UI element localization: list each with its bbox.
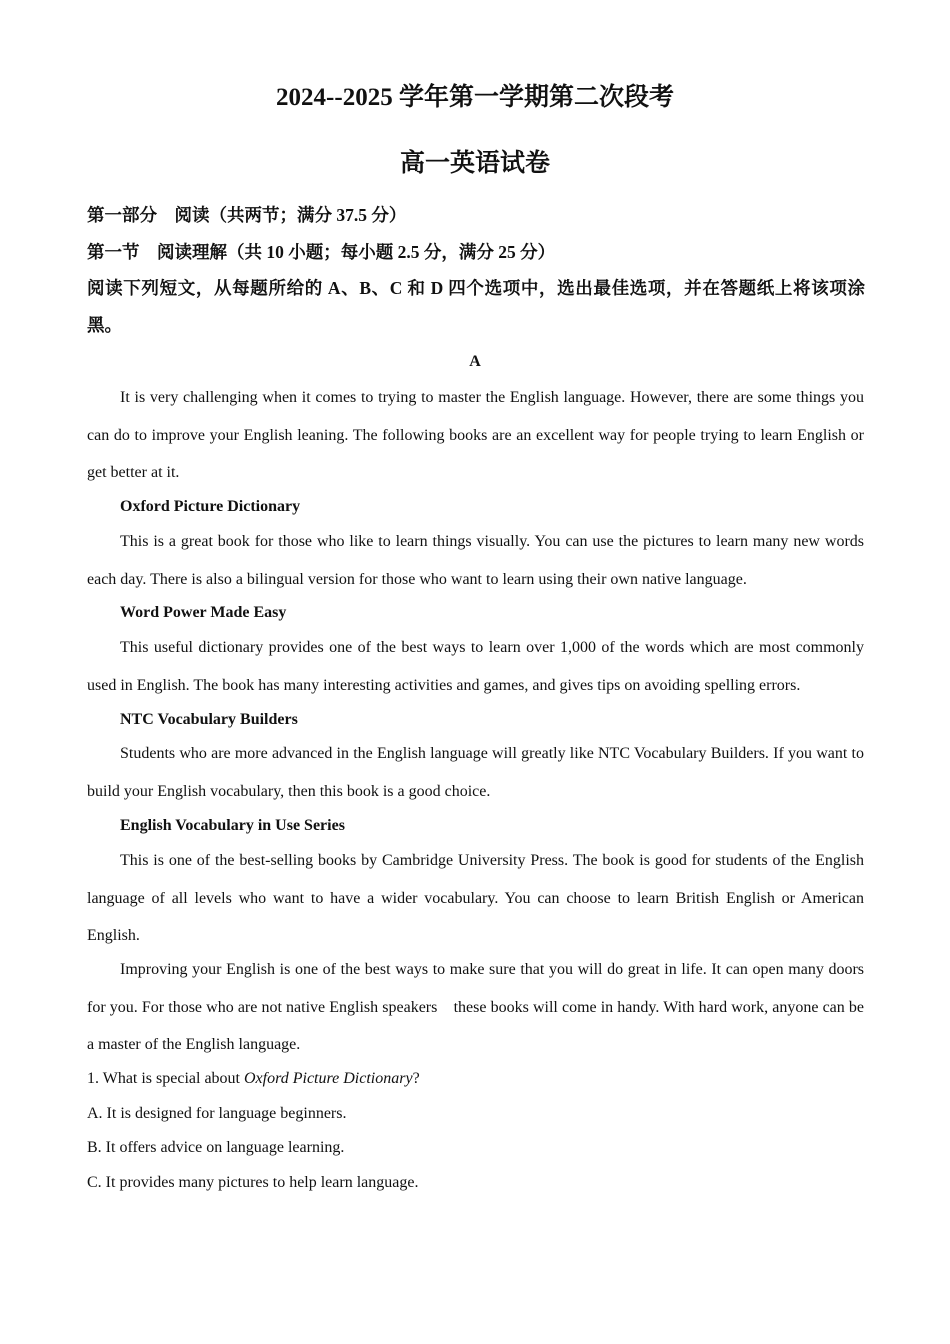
option-c: C. It provides many pictures to help learn language.: [87, 1174, 419, 1191]
question-1-prefix: 1. What is special about: [87, 1070, 244, 1087]
book-description: This useful dictionary provides one of the best ways to learn over 1,000 of the words which are most commonly used in English. The book has many interesting activities and games, and gives tips on avoiding spelling errors.: [87, 639, 864, 694]
question-1-stem: [87, 1067, 420, 1091]
passage-letter: A: [469, 353, 481, 370]
passage-conclusion: Improving your English is one of the best ways to make sure that you will do great in life. It can open many doors for you. For those who are not native English speakers these books will come in handy. With hard work, anyone can be a master of the English language.: [87, 961, 864, 1053]
passage-intro: It is very challenging when it comes to trying to master the English language. However, there are some things you can do to improve your English leaning. The following books are an excellent way for people trying to learn English or get better at it.: [87, 389, 864, 481]
option-a: A. It is designed for language beginners.: [87, 1105, 347, 1122]
book-title: NTC Vocabulary Builders: [120, 711, 298, 728]
question-1-book-title: Oxford Picture Dictionary: [244, 1070, 413, 1087]
exam-title: 2024--2025 学年第一学期第二次段考: [276, 84, 674, 111]
exam-subtitle: 高一英语试卷: [399, 150, 550, 177]
section-instruction: 第一节 阅读理解（共 10 小题；每小题 2.5 分，满分 25 分）: [87, 242, 556, 262]
book-title: English Vocabulary in Use Series: [120, 817, 345, 834]
part-instruction: 第一部分 阅读（共两节；满分 37.5 分）: [87, 205, 407, 225]
book-title: Oxford Picture Dictionary: [120, 498, 301, 515]
directions-text: 阅读下列短文，从每题所给的 A、B、C 和 D 四个选项中，选出最佳选项，并在答题纸上将该项涂黑。: [87, 278, 865, 335]
book-description: Students who are more advanced in the English language will greatly like NTC Vocabulary Builders. If you want to build your English vocabulary, then this book is a good choice.: [87, 745, 864, 800]
book-title: Word Power Made Easy: [120, 604, 287, 621]
book-description: This is one of the best-selling books by Cambridge University Press. The book is good for students of the English language of all levels who want to have a wider vocabulary. You can choose to learn British English or American English.: [87, 852, 864, 944]
option-b: B. It offers advice on language learning.: [87, 1139, 345, 1156]
question-1-suffix: ?: [412, 1070, 420, 1087]
book-description: This is a great book for those who like to learn things visually. You can use the pictures to learn many new words each day. There is also a bilingual version for those who want to learn using their own native language.: [87, 533, 864, 588]
